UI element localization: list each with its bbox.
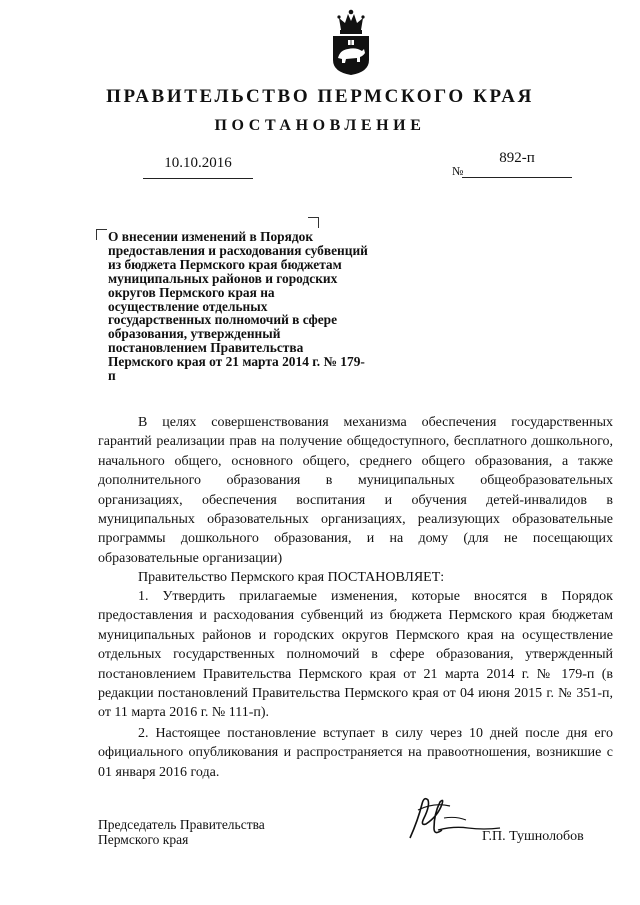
document-type-heading: ПОСТАНОВЛЕНИЕ bbox=[214, 117, 426, 134]
subject-corner-mark-right bbox=[308, 217, 319, 228]
signatory-position-line-2: Пермского края bbox=[98, 831, 189, 847]
number-sign: № bbox=[452, 164, 464, 178]
date-underline bbox=[143, 178, 253, 179]
government-title: ПРАВИТЕЛЬСТВО ПЕРМСКОГО КРАЯ bbox=[106, 86, 534, 107]
signatory-position-line-1: Председатель Правительства bbox=[98, 817, 265, 832]
preamble-paragraph: В целях совершенствования механизма обеспечения государственных гарантий реализации прав на получение общедоступного, бесплатного дошкольного, начального общего, основного общего, среднего общего образования, а также дополнительного образования в муниципальных общеобразовательных организациях, обеспечения воспитания и обучения детей-инвалидов в муниципальных образовательных организациях, реализующих образовательные программы дошкольного образования, и на дому (для не посещающих образовательные организации) bbox=[98, 415, 613, 566]
signatory-position bbox=[98, 818, 265, 847]
resolves-paragraph: Правительство Пермского края ПОСТАНОВЛЯЕТ: bbox=[138, 570, 445, 585]
decree-subject: О внесении изменений в Порядок предоставления и расходования субвенций из бюджета Пермского края бюджетам муниципальных районов и городских округов Пермского края на осуществление отдельных государственных полномочий в сфере образования, утвержденный постановлением Правительства Пермского края от 21 марта 2014 г. № 179-п bbox=[108, 229, 368, 384]
clause-1-paragraph: 1. Утвердить прилагаемые изменения, которые вносятся в Порядок предоставления и расходования субвенций из бюджета Пермского края бюджетам муниципальных районов и городских округов Пермского края на осуществление отдельных государственных полномочий в сфере образования, утвержденный постановлением Правительства Пермского края от 21 марта 2014 г. № 179-п (в редакции постановлений Правительства Пермского края от 04 июня 2015 г. № 351-п, от 11 марта 2016 г. № 111-п). bbox=[98, 589, 613, 721]
subject-corner-mark-left bbox=[96, 229, 107, 240]
clause-2-paragraph: 2. Настоящее постановление вступает в силу через 10 дней после дня его официального опубликования и распространяется на правоотношения, возникшие с 01 января 2016 года. bbox=[98, 726, 613, 780]
coat-of-arms-emblem bbox=[329, 8, 373, 76]
number-underline bbox=[462, 177, 572, 178]
signatory-name: Г.П. Тушнолобов bbox=[482, 829, 584, 844]
decree-date: 10.10.2016 bbox=[164, 155, 232, 171]
decree-number: 892-п bbox=[499, 150, 535, 166]
